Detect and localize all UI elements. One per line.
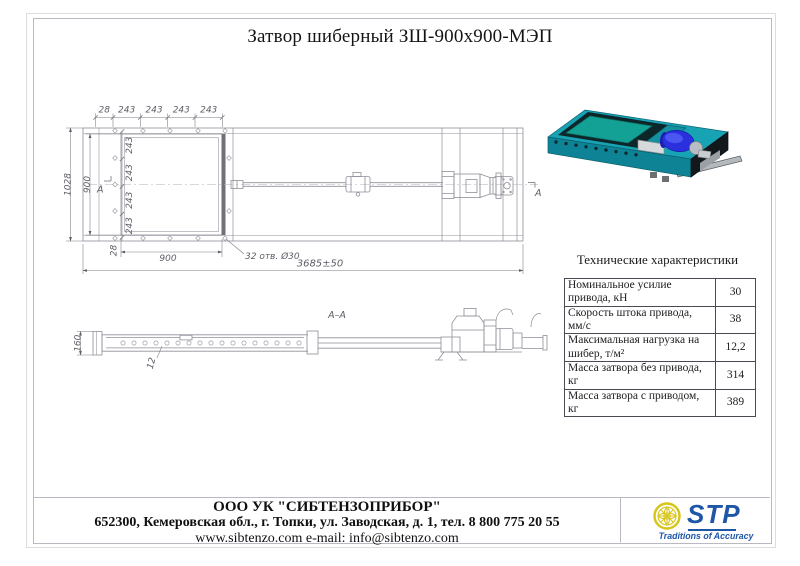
spec-label: Скорость штока привода, мм/с [565, 306, 716, 334]
drawing-title: Затвор шиберный ЗШ-900х900-МЭП [247, 26, 553, 47]
dim-v-243-4: 243 [125, 217, 135, 235]
dim-total-length: 3685±50 [296, 258, 344, 270]
dim-plate-thickness: 12 [145, 356, 159, 371]
stp-logo [620, 497, 771, 543]
iso-render [548, 110, 742, 182]
table-row [565, 306, 756, 334]
holes-note: 32 отв. Ø30 [245, 252, 300, 262]
table-row [565, 361, 756, 389]
spec-value: 314 [716, 361, 756, 389]
dim-h-243-3: 243 [172, 105, 190, 116]
dim-side-height: 160 [73, 334, 84, 352]
section-view-label: А–А [328, 310, 346, 321]
top-view-labels [64, 106, 542, 270]
dim-v-28: 28 [109, 244, 120, 257]
spec-value: 30 [716, 279, 756, 307]
actuator-top-view [231, 172, 513, 199]
spec-value: 12,2 [716, 334, 756, 362]
dim-h-243-4: 243 [200, 105, 218, 116]
company-contacts: www.sibtenzo.com e-mail: info@sibtenzo.com [195, 531, 459, 546]
dim-v-243-3: 243 [125, 191, 135, 209]
side-view-labels [74, 310, 346, 370]
spec-label: Масса затвора с приводом, кг [565, 389, 716, 417]
stp-rosette-icon [653, 502, 681, 530]
actuator-side-view [435, 309, 547, 361]
company-name: ООО УК "СИБТЕНЗОПРИБОР" [213, 499, 441, 515]
section-mark-left [104, 176, 111, 181]
spec-label: Максимальная нагрузка на шибер, т/м² [565, 334, 716, 362]
dim-h-243-1: 243 [118, 105, 136, 116]
top-view-geometry [83, 128, 538, 241]
specs-title: Технические характеристики [576, 252, 739, 267]
side-view-dimensions [77, 332, 162, 359]
section-letter-left: А [97, 184, 104, 196]
stp-logo-tagline: Traditions of Accuracy [658, 531, 754, 541]
specs-table [564, 278, 756, 417]
stp-logo-text: STP [687, 499, 741, 529]
dim-h-28: 28 [98, 105, 110, 116]
section-letter-right: А [535, 188, 542, 199]
footer-block [34, 499, 620, 546]
table-row [565, 389, 756, 417]
side-view-geometry [93, 309, 547, 361]
gate-holes-row [121, 341, 301, 345]
spec-label: Масса затвора без привода, кг [565, 361, 716, 389]
dim-opening-height: 900 [83, 175, 93, 194]
table-row [565, 279, 756, 307]
dim-h-243-2: 243 [145, 105, 163, 116]
table-row [565, 334, 756, 362]
spec-label: Номинальное усилие привода, кН [565, 279, 716, 307]
dim-v-243-2: 243 [125, 164, 135, 182]
spec-value: 389 [716, 389, 756, 417]
dim-v-243-1: 243 [125, 136, 135, 154]
section-mark-right [528, 183, 535, 188]
spec-value: 38 [716, 306, 756, 334]
company-address: 652300, Кемеровская обл., г. Топки, ул. Заводская, д. 1, тел. 8 800 775 20 55 [94, 515, 560, 530]
dim-outer-height: 1028 [63, 173, 74, 196]
dim-opening-width: 900 [159, 254, 177, 264]
